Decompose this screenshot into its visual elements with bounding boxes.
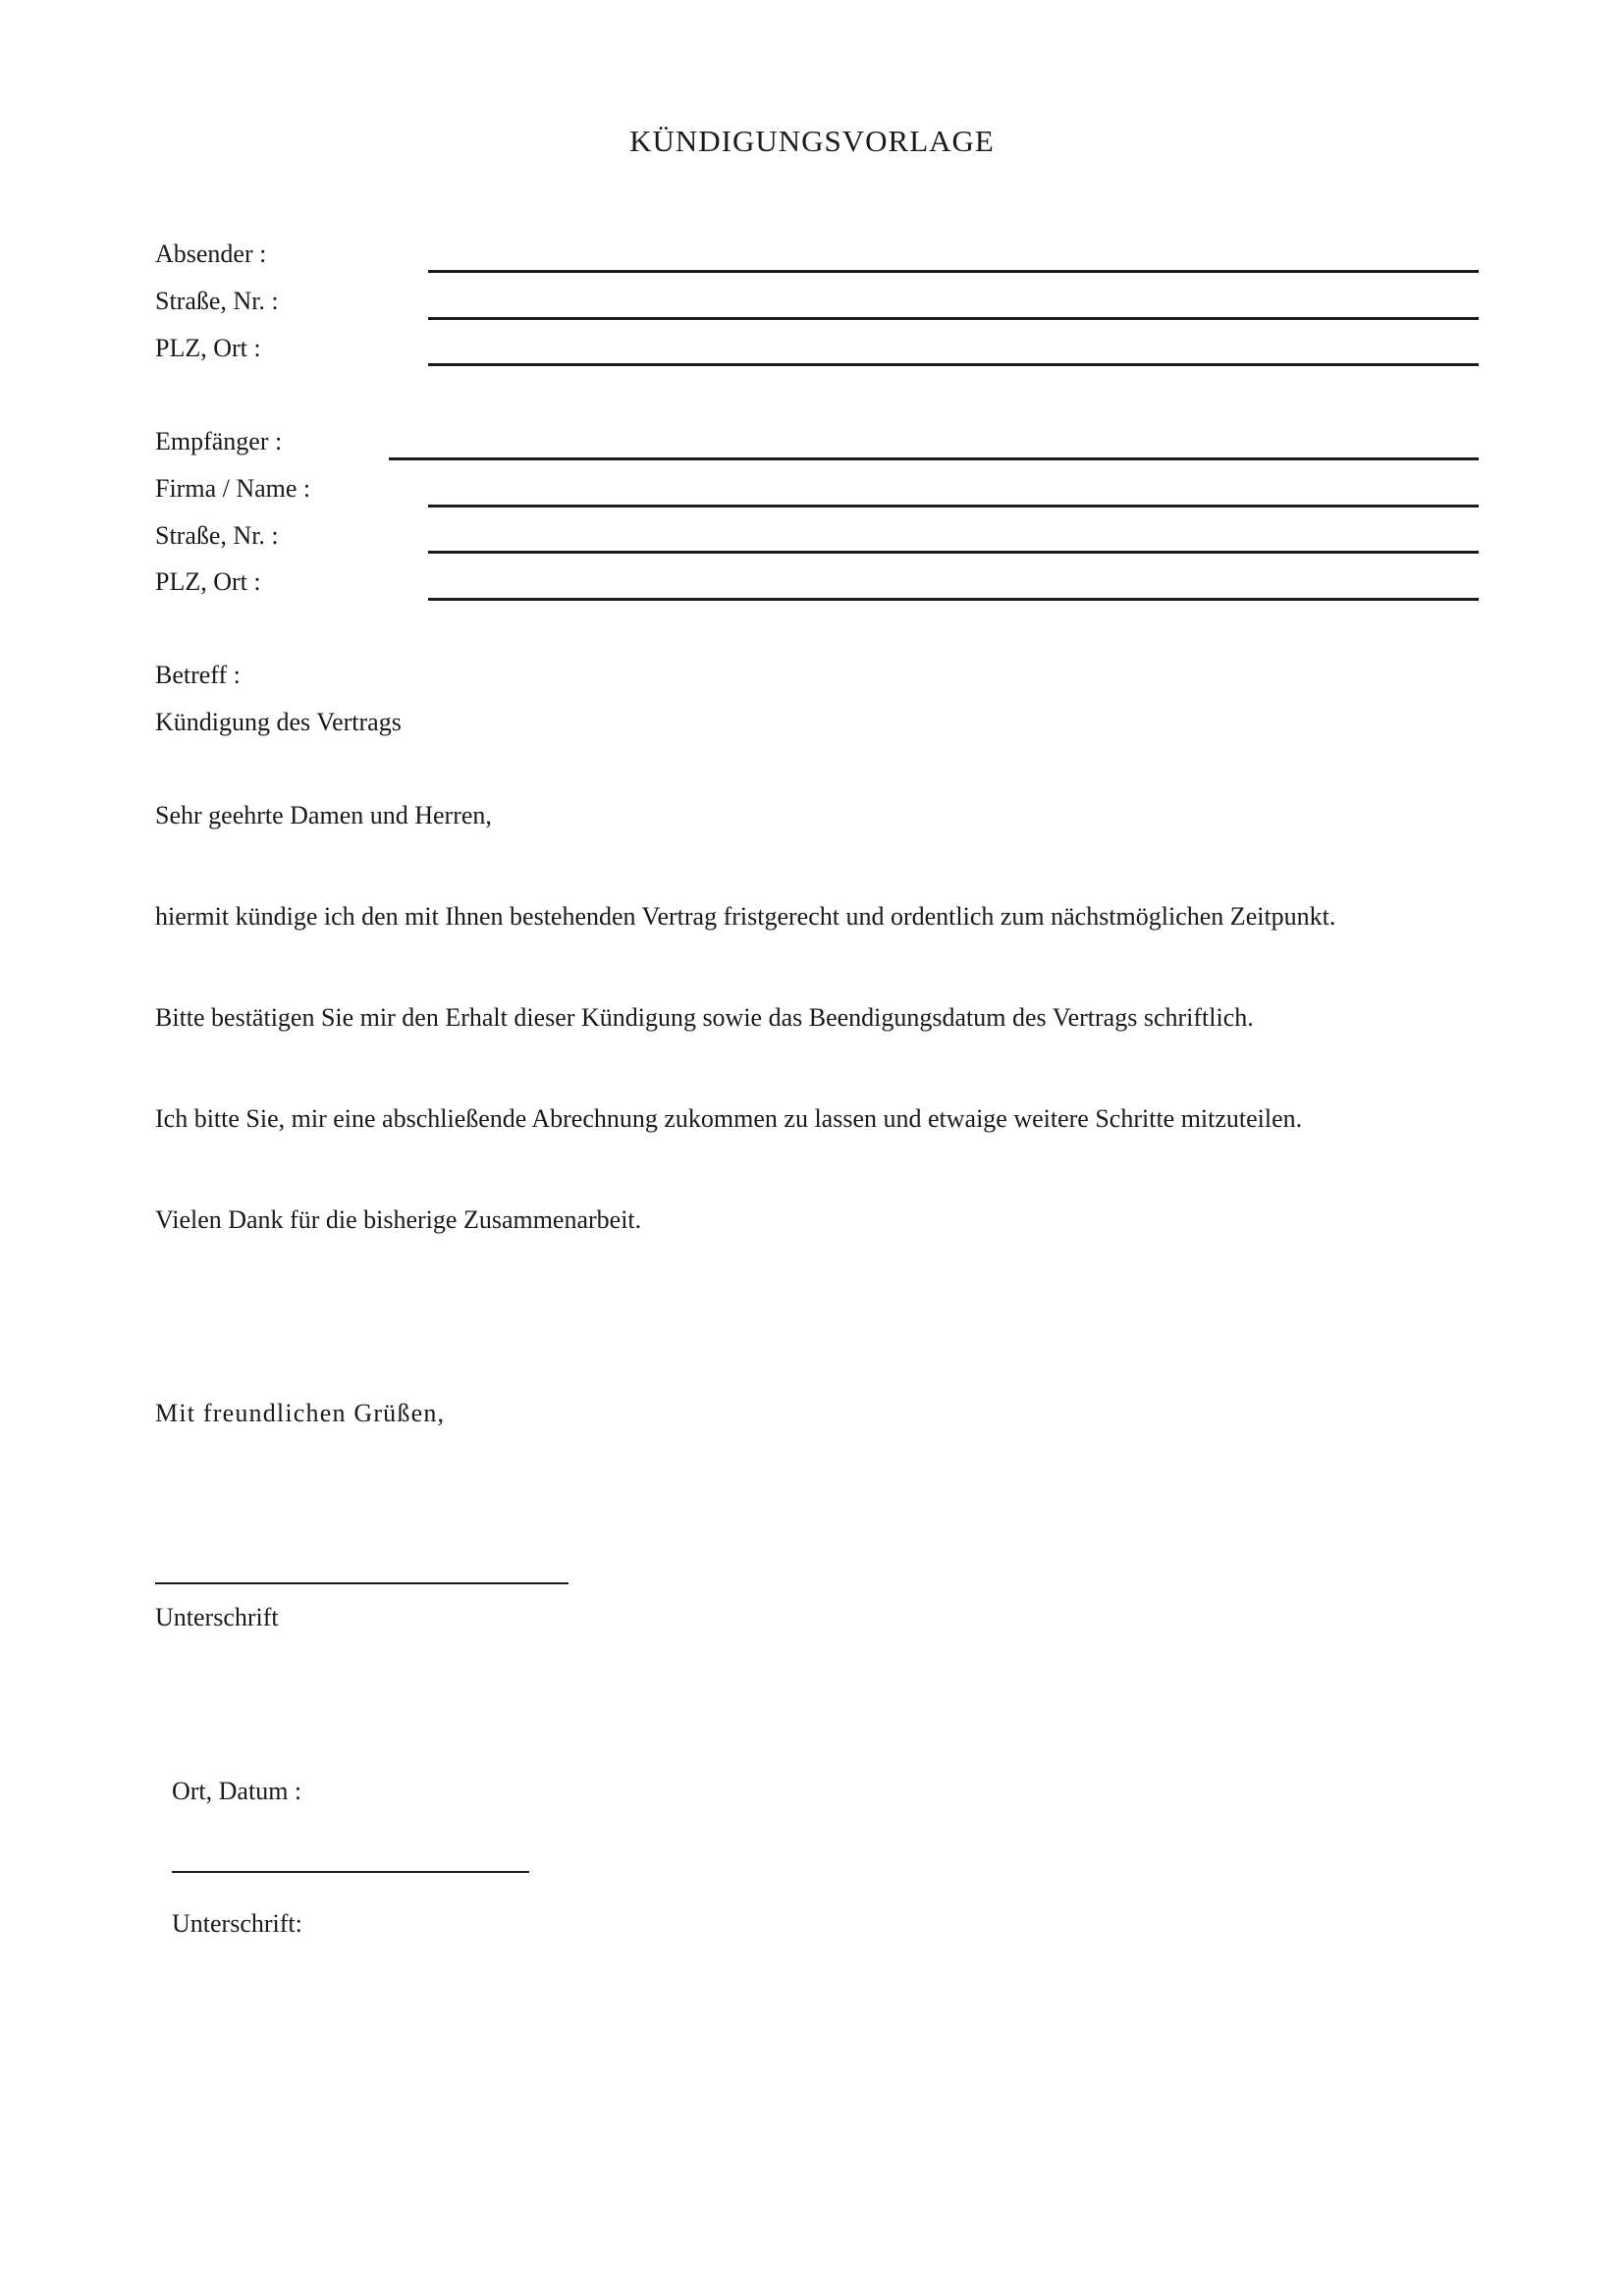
salutation: Sehr geehrte Damen und Herren, [155, 801, 492, 829]
sender-street-field[interactable] [428, 317, 1479, 320]
sender-label: Absender : [155, 240, 267, 268]
place-date-line[interactable] [172, 1871, 529, 1873]
paragraph-notice: hiermit kündige ich den mit Ihnen bestehenden Vertrag fristgerecht und ordentlich zum nächstmöglichen Zeitpunkt. [155, 902, 1336, 931]
place-date-label: Ort, Datum : [172, 1777, 302, 1805]
recipient-city-label: PLZ, Ort : [155, 567, 261, 596]
closing: Mit freundlichen Grüßen, [155, 1399, 446, 1427]
recipient-label: Empfänger : [155, 427, 283, 455]
recipient-city-field[interactable] [428, 598, 1479, 601]
sender-city-label: PLZ, Ort : [155, 334, 261, 362]
recipient-company-field[interactable] [428, 505, 1479, 507]
subject-label: Betreff : [155, 661, 241, 689]
paragraph-thanks: Vielen Dank für die bisherige Zusammenarbeit. [155, 1205, 642, 1234]
sender-city-field[interactable] [428, 363, 1479, 366]
recipient-field[interactable] [389, 457, 1479, 460]
sender-name-field[interactable] [428, 270, 1479, 273]
footer-signature-label: Unterschrift: [172, 1909, 302, 1938]
document-title: KÜNDIGUNGSVORLAGE [629, 124, 995, 158]
recipient-company-label: Firma / Name : [155, 474, 311, 503]
paragraph-settlement: Ich bitte Sie, mir eine abschließende Abrechnung zukommen zu lassen und etwaige weitere Schritte mitzuteilen. [155, 1104, 1303, 1133]
subject-text: Kündigung des Vertrags [155, 708, 402, 736]
recipient-street-field[interactable] [428, 551, 1479, 554]
recipient-street-label: Straße, Nr. : [155, 521, 279, 550]
signature-label: Unterschrift [155, 1603, 279, 1631]
signature-line[interactable] [155, 1582, 568, 1584]
paragraph-confirmation: Bitte bestätigen Sie mir den Erhalt dieser Kündigung sowie das Beendigungsdatum des Vertrags schriftlich. [155, 1003, 1254, 1032]
sender-street-label: Straße, Nr. : [155, 287, 279, 315]
